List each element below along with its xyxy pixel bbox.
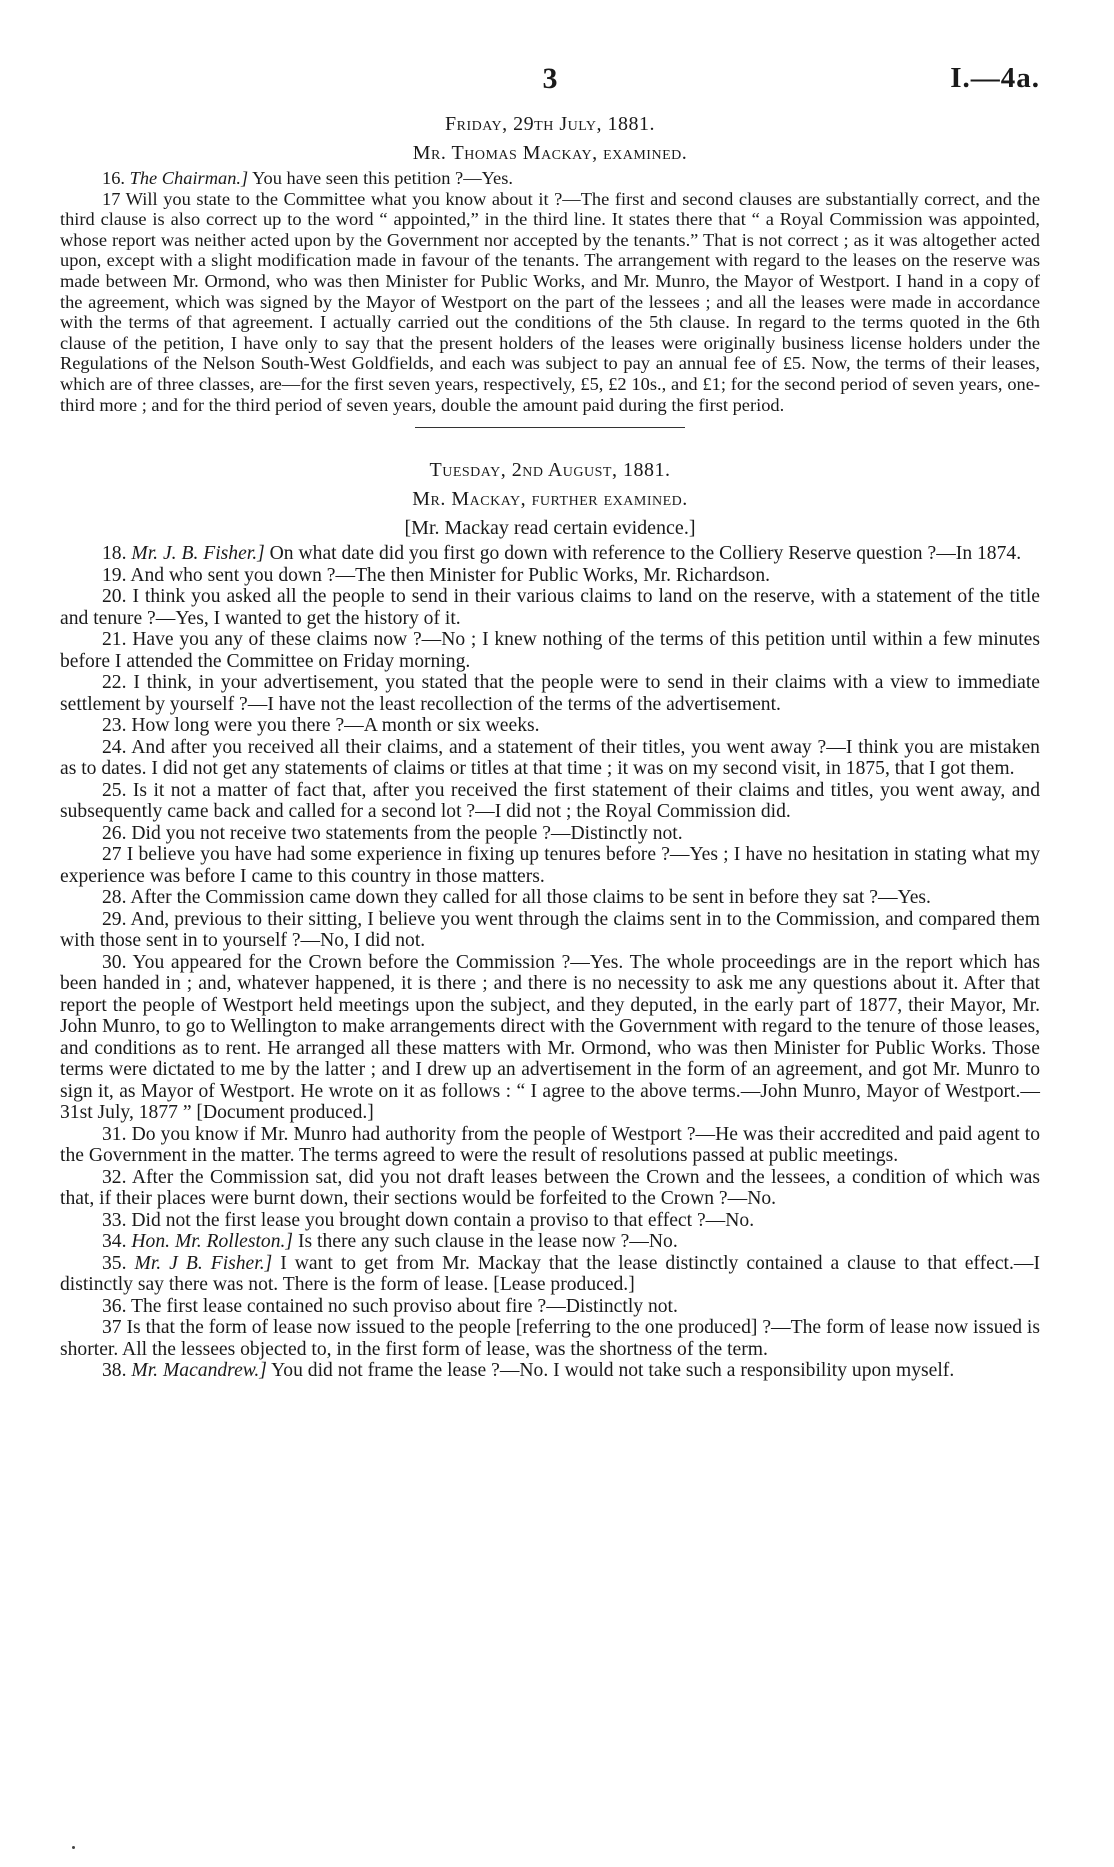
question-number: 20.	[102, 586, 127, 608]
question-paragraph	[60, 844, 1040, 887]
witness-heading-2: Mr. Mackay, further examined.	[412, 488, 688, 511]
question-text: Have you any of these claims now ?—No ; I knew nothing of the terms of this petition until within a few minutes before I attended the Committee on Friday morning.	[60, 629, 1040, 672]
question-number: 21.	[102, 629, 127, 651]
question-number: 22.	[102, 672, 127, 694]
session-date-2: Tuesday, 2nd August, 1881.	[429, 459, 671, 482]
question-paragraph	[60, 1210, 1040, 1232]
question-number: 28.	[102, 887, 127, 909]
question-text: How long were you there ?—A month or six weeks.	[131, 715, 540, 737]
question-paragraph	[60, 586, 1040, 629]
question-paragraph	[60, 737, 1040, 780]
question-paragraph	[60, 1167, 1040, 1210]
question-number: 31.	[102, 1123, 127, 1145]
question-number: 17	[102, 188, 121, 209]
question-paragraph	[60, 715, 1040, 737]
question-text: I think, in your advertisement, you stated that the people were to send in their claims with a view to immediate settlement by yourself ?—I have not the least recollection of the terms of the advertisement.	[60, 672, 1040, 715]
speaker-name: Mr. J B. Fisher.]	[134, 1252, 273, 1274]
question-number: 35.	[102, 1252, 127, 1274]
testimony-section-2	[60, 543, 1040, 1382]
document-page	[60, 62, 1040, 1382]
question-paragraph	[60, 780, 1040, 823]
document-reference: I.—4a.	[950, 62, 1040, 94]
question-text: And after you received all their claims, and a statement of their titles, you went away ?—I think you are mistaken as to dates. I did not get any statements of claims or titles at that time ; it was on my second visit, in 1875, that I got them.	[60, 736, 1040, 780]
question-text: Is that the form of lease now issued to the people [referring to the one produced] ?—The form of lease now issued is shorter. All the lessees objected to, in the first form of lease, was the shortness of the term.	[60, 1317, 1040, 1360]
question-paragraph	[60, 168, 1040, 189]
question-text: After the Commission sat, did you not draft leases between the Crown and the lessees, a condition of which was that, if their places were burnt down, their sections would be forfeited to the Crown ?—No.	[60, 1166, 1040, 1210]
question-text: After the Commission came down they called for all those claims to be sent in before they sat ?—Yes.	[130, 887, 931, 909]
question-number: 16.	[102, 168, 125, 188]
question-number: 24.	[102, 736, 127, 758]
question-paragraph	[60, 629, 1040, 672]
question-text: The first lease contained no such proviso about fire ?—Distinctly not.	[131, 1295, 678, 1317]
question-text: Is it not a matter of fact that, after you received the first statement of their claims and titles, you went away, and subsequently came back and called for a second lot ?—I did not ; the Royal Commission did.	[60, 779, 1040, 823]
question-text: I believe you have had some experience in fixing up tenures before ?—Yes ; I have no hesitation in stating what my experience was before I came to this country in those matters.	[60, 844, 1040, 887]
page-number: 3	[542, 62, 558, 95]
question-text: You appeared for the Crown before the Commission ?—Yes. The whole proceedings are in the report which has been handed in ; and, whatever happened, it is there ; and there is no necessity to ask me any questions about it. After that report the people of Westport held meetings upon the subject, and they deputed, in the early part of 1877, their Mayor, Mr. John Munro, to go to Wellington to make arrangements direct with the Government with regard to the tenure of those leases, and conditions as to rent. He arranged all these matters with Mr. Ormond, who was then Minister for Public Works. Those terms were dictated to me by the latter ; and I drew up an advertisement in the form of an agreement, and got Mr. Munro to sign it, as Mayor of Westport. He wrote on it as follows : “ I agree to the above terms.—John Munro, Mayor of Westport.—31st July, 1877 ” [Document produced.]	[60, 951, 1040, 1124]
question-number: 30.	[102, 951, 127, 973]
speaker-name: The Chairman.]	[129, 168, 249, 188]
question-number: 25.	[102, 779, 127, 801]
question-number: 37	[102, 1317, 122, 1339]
speaker-name: Mr. Macandrew.]	[131, 1360, 267, 1382]
question-paragraph	[60, 952, 1040, 1124]
question-text: Will you state to the Committee what you know about it ?—The first and second clauses are substantially correct, and the third clause is also correct up to the word “ appointed,” in the third line. It states there that “ a Royal Commission was appointed, whose report was neither acted upon by the Government nor accepted by the tenants.” That is not correct ; as it was altogether acted upon, except with a slight modification made in favour of the tenants. The arrangement with regard to the leases on the reserve was made between Mr. Ormond, who was then Minister for Public Works, and Mr. Munro, the Mayor of Westport. I hand in a copy of the agreement, which was signed by the Mayor of Westport on the part of the lessees ; and all the leases were made in accordance with the terms of that agreement. I actually carried out the conditions of the 5th clause. In regard to the terms quoted in the 6th clause of the petition, I have only to say that the present holders of the leases were originally business license holders under the Regulations of the Nelson South-West Goldfields, and each was subject to pay an annual fee of £5. Now, the terms of their leases, which are of three classes, are—for the first seven years, respectively, £5, £2 10s., and £1; for the second period of seven years, one-third more ; and for the third period of seven years, double the amount paid during the first period.	[60, 188, 1041, 415]
question-number: 34.	[102, 1231, 127, 1253]
question-paragraph	[60, 565, 1040, 587]
question-paragraph	[60, 189, 1040, 416]
question-number: 38.	[102, 1360, 127, 1382]
question-number: 29.	[102, 908, 127, 930]
print-speck	[72, 1846, 75, 1849]
question-text: And, previous to their sitting, I believe you went through the claims sent in to the Commission, and compared them with those sent in to yourself ?—No, I did not.	[60, 908, 1040, 952]
question-number: 27	[102, 844, 122, 866]
question-text: Did not the first lease you brought down contain a proviso to that effect ?—No.	[131, 1209, 755, 1231]
session-date-1: Friday, 29th July, 1881.	[445, 113, 655, 135]
question-number: 32.	[102, 1166, 127, 1188]
page-header	[60, 62, 1040, 110]
question-text: Do you know if Mr. Munro had authority from the people of Westport ?—He was their accredited and paid agent to the Government in the matter. The terms agreed to were the result of resolutions passed at public meetings.	[60, 1123, 1041, 1167]
question-paragraph	[60, 1253, 1040, 1296]
question-paragraph	[60, 823, 1040, 845]
question-paragraph	[60, 1231, 1040, 1253]
question-text: You have seen this petition ?—Yes.	[248, 168, 513, 188]
section-divider	[415, 427, 685, 428]
question-text: Did you not receive two statements from the people ?—Distinctly not.	[131, 822, 683, 844]
question-number: 36.	[102, 1295, 127, 1317]
question-number: 23.	[102, 715, 127, 737]
question-number: 26.	[102, 822, 127, 844]
question-paragraph	[60, 1317, 1040, 1360]
speaker-name: Mr. J. B. Fisher.]	[131, 543, 265, 565]
question-number: 33.	[102, 1209, 127, 1231]
question-text: And who sent you down ?—The then Minister for Public Works, Mr. Richardson.	[130, 564, 771, 586]
question-paragraph	[60, 672, 1040, 715]
witness-heading-1: Mr. Thomas Mackay, examined.	[412, 142, 688, 164]
question-number: 18.	[102, 543, 127, 565]
speaker-name: Hon. Mr. Rolleston.]	[131, 1231, 294, 1253]
question-number: 19.	[102, 564, 127, 586]
question-paragraph	[60, 909, 1040, 952]
procedural-note: [Mr. Mackay read certain evidence.]	[404, 517, 696, 540]
question-text: You did not frame the lease ?—No. I would not take such a responsibility upon myself.	[266, 1360, 955, 1382]
testimony-section-1	[60, 168, 1040, 415]
question-text: I think you asked all the people to send in their various claims to land on the reserve, with a statement of the title and tenure ?—Yes, I wanted to get the history of it.	[60, 586, 1040, 629]
question-paragraph	[60, 1360, 1040, 1382]
question-text: Is there any such clause in the lease now ?—No.	[293, 1231, 678, 1253]
question-paragraph	[60, 887, 1040, 909]
question-paragraph	[60, 543, 1040, 565]
question-paragraph	[60, 1296, 1040, 1318]
question-text: On what date did you first go down with reference to the Colliery Reserve question ?—In 1874.	[264, 543, 1022, 565]
question-text: I want to get from Mr. Mackay that the lease distinctly contained a clause to that effect.—I distinctly say there was not. There is the form of lease. [Lease produced.]	[60, 1252, 1040, 1296]
question-paragraph	[60, 1124, 1040, 1167]
